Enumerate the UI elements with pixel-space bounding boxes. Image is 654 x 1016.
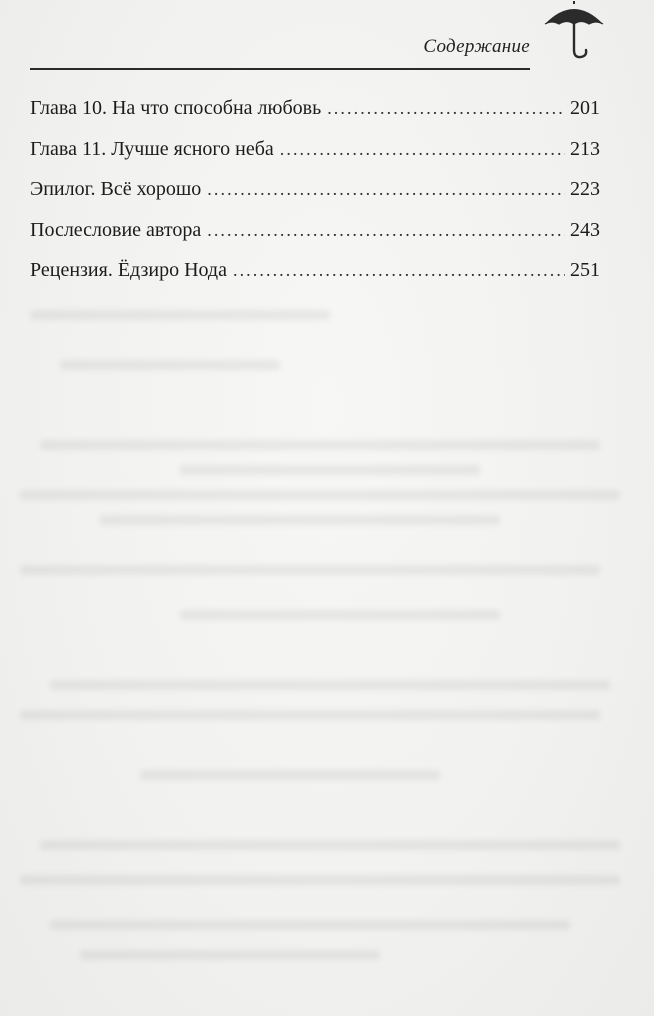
toc-entry-page: 243 [570,218,600,241]
toc-entry-page: 223 [570,178,600,200]
toc-entry-page: 251 [570,259,600,281]
toc-entry-title: Рецензия. Ёдзиро Нода [30,259,227,281]
toc-entry[interactable] [30,173,600,214]
running-header [30,30,530,72]
header-title: Содержание [423,36,530,57]
toc-entry[interactable] [30,133,600,174]
toc-entry-title: Глава 11. Лучше ясного неба [30,137,274,160]
toc-entry[interactable] [30,92,600,133]
toc-entry-title: Эпилог. Всё хорошо [30,178,202,200]
toc-leader-dots [280,133,565,165]
toc-entry-page: 201 [570,97,600,119]
toc-entry[interactable] [30,214,600,255]
umbrella-icon [541,0,607,62]
toc-entry-title: Глава 10. На что способна любовь [30,97,322,119]
toc-leader-dots [327,92,565,124]
table-of-contents [30,92,600,295]
toc-leader-dots [233,254,565,286]
toc-entry-title: Послесловие автора [30,218,202,241]
toc-leader-dots [207,214,565,246]
toc-entry[interactable] [30,254,600,295]
toc-entry-page: 213 [570,137,600,160]
toc-leader-dots [207,173,565,205]
reverse-side-bleed-through [20,300,630,1000]
header-rule [30,68,530,70]
